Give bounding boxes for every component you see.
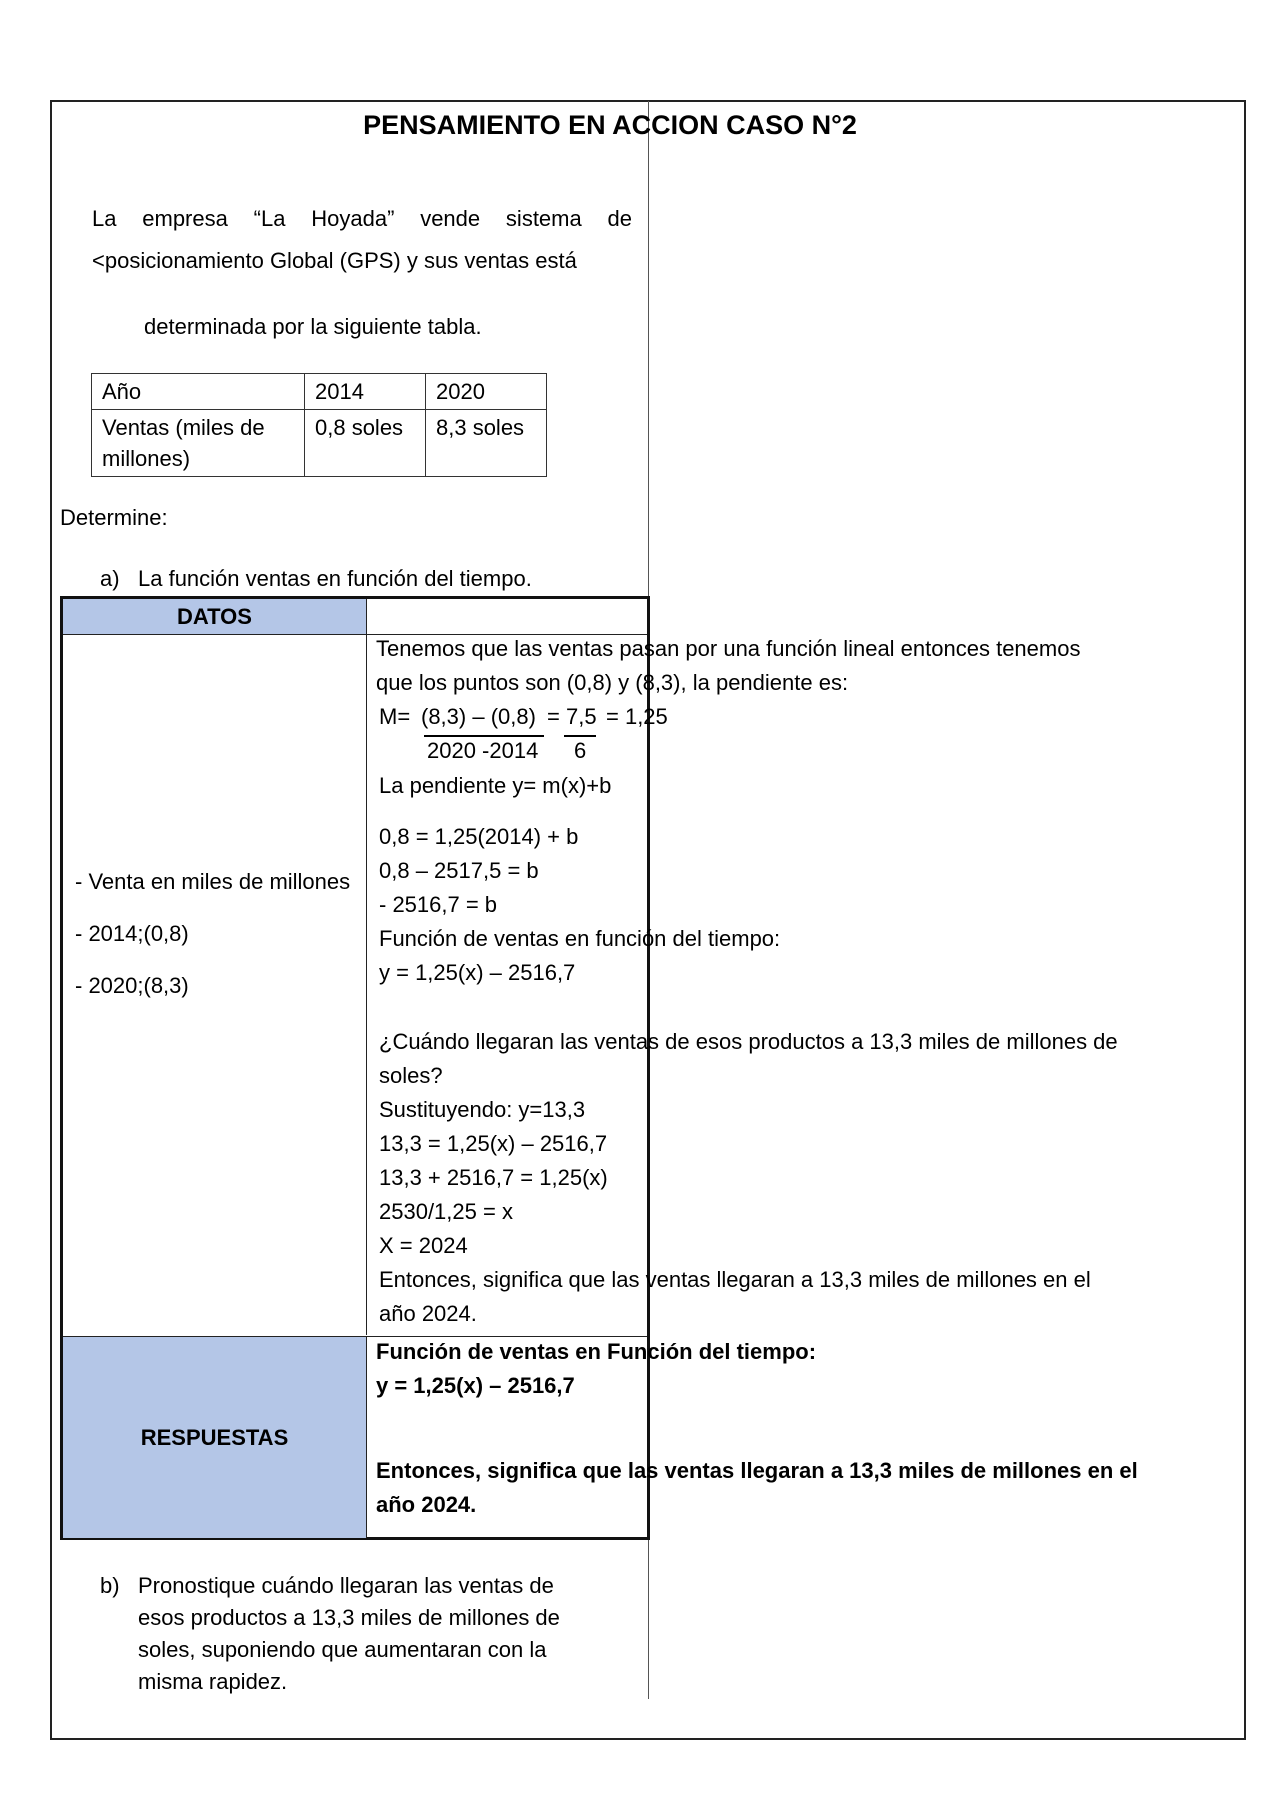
table-cell: 0,8 soles bbox=[305, 410, 426, 477]
solution-line: Función de ventas en función del tiempo: bbox=[379, 926, 781, 951]
solution-line: Sustituyendo: y=13,3 bbox=[379, 1097, 586, 1122]
slope-result: = 1,25 bbox=[606, 704, 668, 729]
solution-line: 13,3 = 1,25(x) – 2516,7 bbox=[379, 1131, 608, 1156]
table-cell: Año bbox=[92, 374, 305, 410]
solution-line: ¿Cuándo llegaran las ventas de esos productos a 13,3 miles de millones de bbox=[379, 1029, 1118, 1054]
question-a bbox=[100, 566, 532, 592]
question-a-label: a) bbox=[100, 566, 120, 591]
table-cell: 8,3 soles bbox=[426, 410, 547, 477]
slope-lhs: M= bbox=[379, 704, 411, 729]
solution-line: X = 2024 bbox=[379, 1233, 468, 1258]
table-cell: 2020 bbox=[426, 374, 547, 410]
solution-line: La pendiente y= m(x)+b bbox=[379, 773, 612, 798]
solution-line: 2530/1,25 = x bbox=[379, 1199, 513, 1224]
answer-line: Función de ventas en Función del tiempo: bbox=[376, 1339, 817, 1364]
answer-line: año 2024. bbox=[376, 1492, 477, 1517]
question-b-label: b) bbox=[100, 1573, 120, 1598]
solution-line: que los puntos son (0,8) y (8,3), la pendiente es: bbox=[376, 670, 849, 695]
slope-equals: = bbox=[547, 704, 560, 729]
question-b-text: Pronostique cuándo llegaran las ventas de esos productos a 13,3 miles de millones de soles, suponiendo que aumentaran con la misma rapidez. bbox=[138, 1573, 560, 1694]
solution-line: soles? bbox=[379, 1063, 443, 1088]
table-cell: Ventas (miles de millones) bbox=[92, 410, 305, 477]
question-a-text: La función ventas en función del tiempo. bbox=[138, 566, 532, 591]
datos-cell bbox=[63, 635, 367, 1335]
list-item: - Venta en miles de millones bbox=[75, 869, 351, 894]
answer-line: y = 1,25(x) – 2516,7 bbox=[376, 1373, 575, 1398]
datos-header: DATOS bbox=[63, 599, 367, 635]
solution-line: 0,8 = 1,25(2014) + b bbox=[379, 824, 579, 849]
solution-line: 0,8 – 2517,5 = b bbox=[379, 858, 539, 883]
slope-numerator-2: 7,5 bbox=[566, 704, 597, 729]
list-item: - 2020;(8,3) bbox=[75, 973, 189, 998]
sales-table bbox=[91, 373, 547, 477]
intro-paragraph-continued: determinada por la siguiente tabla. bbox=[144, 314, 482, 339]
solution-line: año 2024. bbox=[379, 1301, 477, 1326]
page-title: PENSAMIENTO EN ACCION CASO N°2 bbox=[363, 110, 857, 140]
solution-line: y = 1,25(x) – 2516,7 bbox=[379, 960, 576, 985]
solution-line: - 2516,7 = b bbox=[379, 892, 498, 917]
solution-line: 13,3 + 2516,7 = 1,25(x) bbox=[379, 1165, 608, 1190]
table-cell: 2014 bbox=[305, 374, 426, 410]
table-row bbox=[92, 374, 547, 410]
slope-denominator: 2020 -2014 bbox=[427, 738, 539, 763]
solution-line: Entonces, significa que las ventas llegaran a 13,3 miles de millones en el bbox=[379, 1267, 1091, 1292]
slope-numerator: (8,3) – (0,8) bbox=[421, 704, 536, 729]
question-b bbox=[100, 1570, 598, 1698]
answer-line: Entonces, significa que las ventas llegaran a 13,3 miles de millones en el bbox=[376, 1458, 1138, 1483]
intro-paragraph: La empresa “La Hoyada” vende sistema de <posicionamiento Global (GPS) y sus ventas está bbox=[92, 206, 632, 273]
solution-line: Tenemos que las ventas pasan por una función lineal entonces tenemos bbox=[376, 636, 1081, 661]
determine-label: Determine: bbox=[60, 505, 168, 530]
respuestas-header: RESPUESTAS bbox=[63, 1336, 367, 1538]
slope-denominator-2: 6 bbox=[574, 738, 587, 763]
table-row bbox=[92, 410, 547, 477]
list-item: - 2014;(0,8) bbox=[75, 921, 189, 946]
datos-header-empty bbox=[367, 599, 647, 635]
datos-list bbox=[75, 865, 355, 1021]
